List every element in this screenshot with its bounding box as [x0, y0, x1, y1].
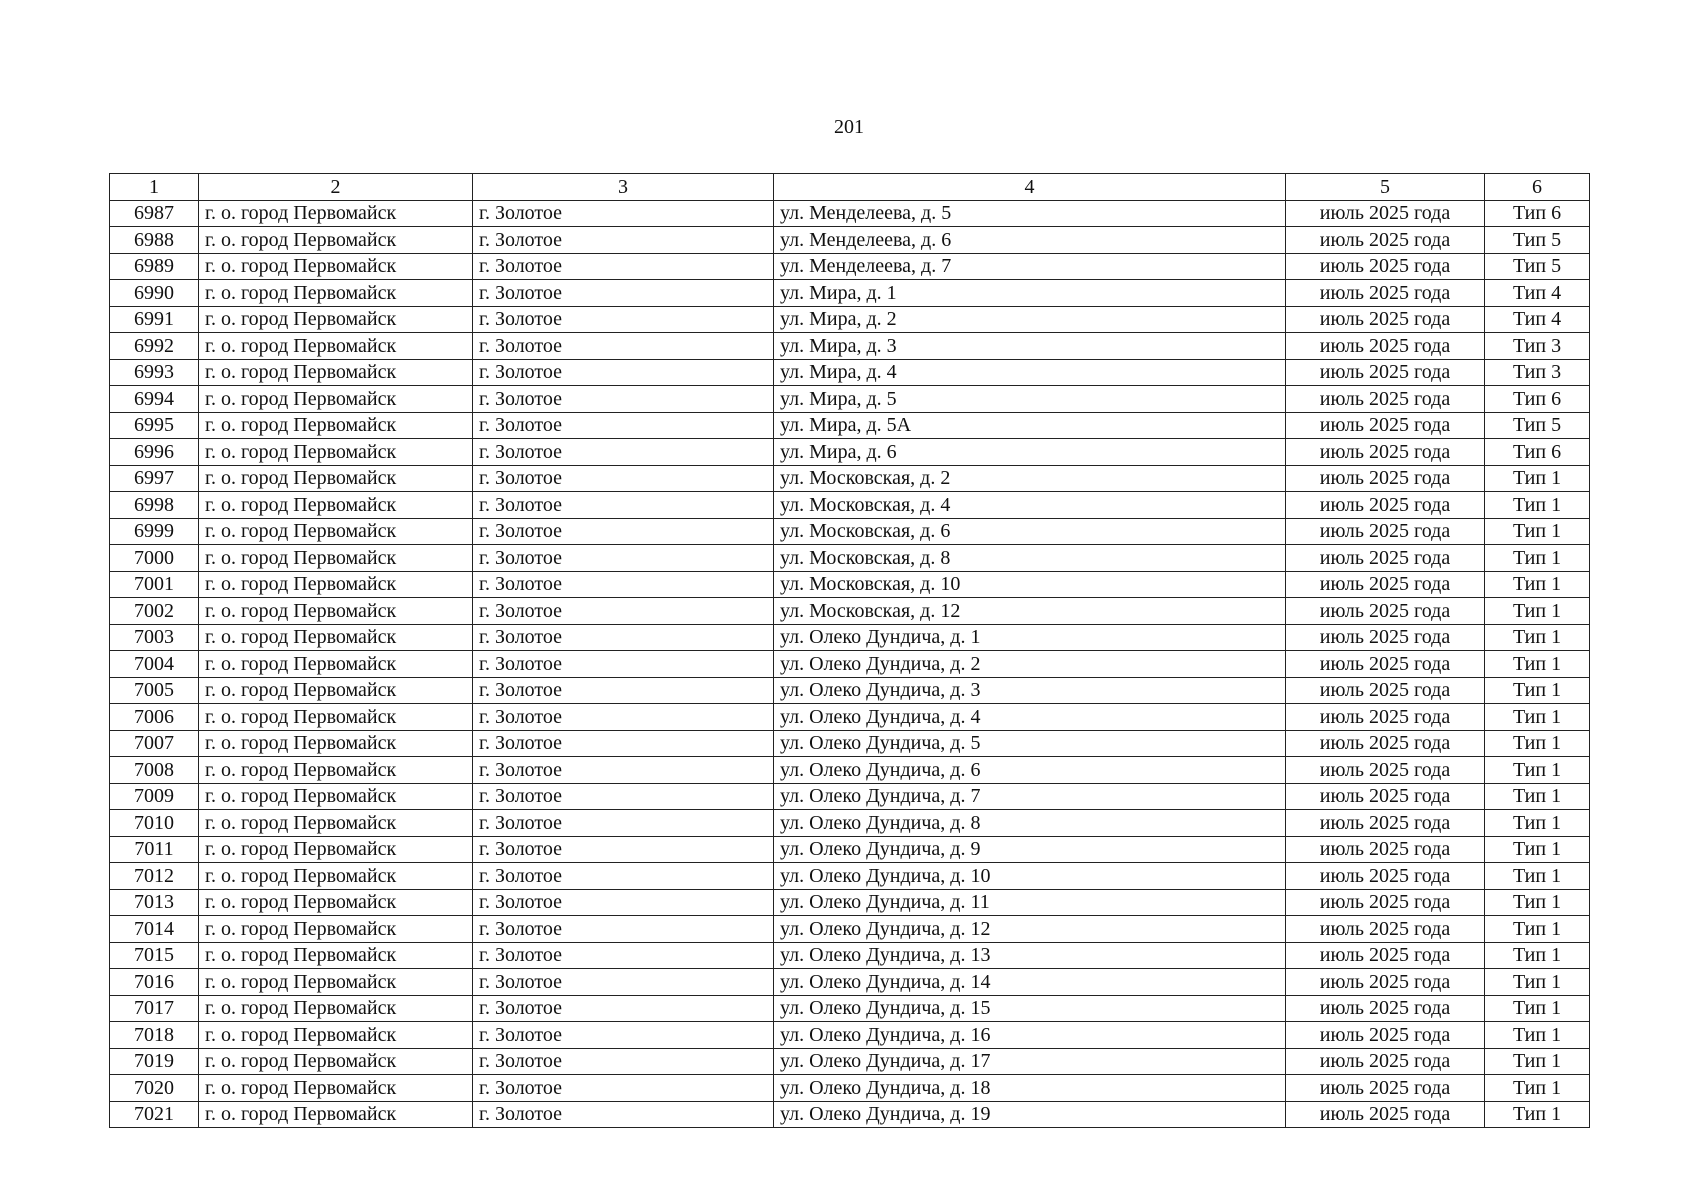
- address-cell: ул. Мира, д. 3: [774, 333, 1286, 360]
- district-cell: г. о. город Первомайск: [199, 651, 473, 678]
- type-cell: Тип 6: [1485, 200, 1590, 227]
- table-row: [110, 439, 1590, 466]
- locality-cell: г. Золотое: [473, 1022, 774, 1049]
- row-number-cell: 7017: [110, 995, 199, 1022]
- row-number-cell: 7012: [110, 863, 199, 890]
- period-cell: июль 2025 года: [1286, 624, 1485, 651]
- row-number-cell: 7010: [110, 810, 199, 837]
- period-cell: июль 2025 года: [1286, 598, 1485, 625]
- type-cell: Тип 1: [1485, 969, 1590, 996]
- type-cell: Тип 1: [1485, 757, 1590, 784]
- period-cell: июль 2025 года: [1286, 386, 1485, 413]
- district-cell: г. о. город Первомайск: [199, 677, 473, 704]
- address-cell: ул. Олеко Дундича, д. 9: [774, 836, 1286, 863]
- locality-cell: г. Золотое: [473, 253, 774, 280]
- type-cell: Тип 6: [1485, 439, 1590, 466]
- row-number-cell: 7020: [110, 1075, 199, 1102]
- table-row: [110, 545, 1590, 572]
- row-number-cell: 6987: [110, 200, 199, 227]
- row-number-cell: 7018: [110, 1022, 199, 1049]
- table-row: [110, 465, 1590, 492]
- type-cell: Тип 4: [1485, 306, 1590, 333]
- period-cell: июль 2025 года: [1286, 1101, 1485, 1128]
- locality-cell: г. Золотое: [473, 863, 774, 890]
- district-cell: г. о. город Первомайск: [199, 730, 473, 757]
- table-row: [110, 863, 1590, 890]
- row-number-cell: 7005: [110, 677, 199, 704]
- type-cell: Тип 1: [1485, 1075, 1590, 1102]
- locality-cell: г. Золотое: [473, 492, 774, 519]
- period-cell: июль 2025 года: [1286, 492, 1485, 519]
- address-cell: ул. Олеко Дундича, д. 15: [774, 995, 1286, 1022]
- locality-cell: г. Золотое: [473, 386, 774, 413]
- address-cell: ул. Олеко Дундича, д. 2: [774, 651, 1286, 678]
- row-number-cell: 7013: [110, 889, 199, 916]
- table-row: [110, 916, 1590, 943]
- locality-cell: г. Золотое: [473, 677, 774, 704]
- column-number-5: 5: [1286, 174, 1485, 201]
- address-cell: ул. Московская, д. 12: [774, 598, 1286, 625]
- table-row: [110, 280, 1590, 307]
- table-header: [110, 174, 1590, 201]
- table-row: [110, 836, 1590, 863]
- locality-cell: г. Золотое: [473, 465, 774, 492]
- address-cell: ул. Менделеева, д. 6: [774, 227, 1286, 254]
- row-number-cell: 6993: [110, 359, 199, 386]
- type-cell: Тип 6: [1485, 386, 1590, 413]
- locality-cell: г. Золотое: [473, 1075, 774, 1102]
- row-number-cell: 7014: [110, 916, 199, 943]
- locality-cell: г. Золотое: [473, 995, 774, 1022]
- district-cell: г. о. город Первомайск: [199, 836, 473, 863]
- district-cell: г. о. город Первомайск: [199, 783, 473, 810]
- district-cell: г. о. город Первомайск: [199, 439, 473, 466]
- row-number-cell: 7003: [110, 624, 199, 651]
- locality-cell: г. Золотое: [473, 969, 774, 996]
- address-cell: ул. Московская, д. 2: [774, 465, 1286, 492]
- locality-cell: г. Золотое: [473, 439, 774, 466]
- column-number-1: 1: [110, 174, 199, 201]
- address-cell: ул. Олеко Дундича, д. 19: [774, 1101, 1286, 1128]
- period-cell: июль 2025 года: [1286, 995, 1485, 1022]
- column-number-3: 3: [473, 174, 774, 201]
- period-cell: июль 2025 года: [1286, 333, 1485, 360]
- table-row: [110, 624, 1590, 651]
- type-cell: Тип 1: [1485, 863, 1590, 890]
- period-cell: июль 2025 года: [1286, 889, 1485, 916]
- period-cell: июль 2025 года: [1286, 359, 1485, 386]
- district-cell: г. о. город Первомайск: [199, 333, 473, 360]
- type-cell: Тип 1: [1485, 1048, 1590, 1075]
- address-cell: ул. Московская, д. 10: [774, 571, 1286, 598]
- address-cell: ул. Мира, д. 6: [774, 439, 1286, 466]
- district-cell: г. о. город Первомайск: [199, 757, 473, 784]
- period-cell: июль 2025 года: [1286, 704, 1485, 731]
- type-cell: Тип 1: [1485, 889, 1590, 916]
- type-cell: Тип 3: [1485, 333, 1590, 360]
- period-cell: июль 2025 года: [1286, 227, 1485, 254]
- period-cell: июль 2025 года: [1286, 810, 1485, 837]
- district-cell: г. о. город Первомайск: [199, 995, 473, 1022]
- row-number-cell: 7006: [110, 704, 199, 731]
- locality-cell: г. Золотое: [473, 730, 774, 757]
- address-cell: ул. Олеко Дундича, д. 3: [774, 677, 1286, 704]
- table-row: [110, 200, 1590, 227]
- table-row: [110, 571, 1590, 598]
- row-number-cell: 7008: [110, 757, 199, 784]
- district-cell: г. о. город Первомайск: [199, 704, 473, 731]
- district-cell: г. о. город Первомайск: [199, 412, 473, 439]
- district-cell: г. о. город Первомайск: [199, 1048, 473, 1075]
- table-row: [110, 942, 1590, 969]
- period-cell: июль 2025 года: [1286, 677, 1485, 704]
- period-cell: июль 2025 года: [1286, 200, 1485, 227]
- type-cell: Тип 1: [1485, 492, 1590, 519]
- locality-cell: г. Золотое: [473, 227, 774, 254]
- table-row: [110, 651, 1590, 678]
- row-number-cell: 7002: [110, 598, 199, 625]
- district-cell: г. о. город Первомайск: [199, 942, 473, 969]
- type-cell: Тип 1: [1485, 783, 1590, 810]
- district-cell: г. о. город Первомайск: [199, 810, 473, 837]
- table-row: [110, 757, 1590, 784]
- type-cell: Тип 1: [1485, 465, 1590, 492]
- district-cell: г. о. город Первомайск: [199, 571, 473, 598]
- district-cell: г. о. город Первомайск: [199, 492, 473, 519]
- district-cell: г. о. город Первомайск: [199, 1101, 473, 1128]
- table-row: [110, 783, 1590, 810]
- period-cell: июль 2025 года: [1286, 730, 1485, 757]
- period-cell: июль 2025 года: [1286, 757, 1485, 784]
- address-cell: ул. Олеко Дундича, д. 5: [774, 730, 1286, 757]
- district-cell: г. о. город Первомайск: [199, 863, 473, 890]
- column-number-2: 2: [199, 174, 473, 201]
- period-cell: июль 2025 года: [1286, 545, 1485, 572]
- type-cell: Тип 1: [1485, 1101, 1590, 1128]
- table-body: [110, 200, 1590, 1128]
- locality-cell: г. Золотое: [473, 1101, 774, 1128]
- type-cell: Тип 1: [1485, 810, 1590, 837]
- row-number-cell: 7009: [110, 783, 199, 810]
- column-number-4: 4: [774, 174, 1286, 201]
- table-row: [110, 227, 1590, 254]
- district-cell: г. о. город Первомайск: [199, 306, 473, 333]
- type-cell: Тип 1: [1485, 1022, 1590, 1049]
- column-number-6: 6: [1485, 174, 1590, 201]
- table-row: [110, 995, 1590, 1022]
- address-cell: ул. Менделеева, д. 7: [774, 253, 1286, 280]
- type-cell: Тип 4: [1485, 280, 1590, 307]
- period-cell: июль 2025 года: [1286, 651, 1485, 678]
- district-cell: г. о. город Первомайск: [199, 518, 473, 545]
- table-row: [110, 598, 1590, 625]
- address-cell: ул. Московская, д. 8: [774, 545, 1286, 572]
- table-row: [110, 386, 1590, 413]
- district-cell: г. о. город Первомайск: [199, 598, 473, 625]
- row-number-cell: 7019: [110, 1048, 199, 1075]
- period-cell: июль 2025 года: [1286, 969, 1485, 996]
- row-number-cell: 7004: [110, 651, 199, 678]
- row-number-cell: 7007: [110, 730, 199, 757]
- address-cell: ул. Олеко Дундича, д. 8: [774, 810, 1286, 837]
- district-cell: г. о. город Первомайск: [199, 1022, 473, 1049]
- address-cell: ул. Мира, д. 5: [774, 386, 1286, 413]
- district-cell: г. о. город Первомайск: [199, 200, 473, 227]
- locality-cell: г. Золотое: [473, 545, 774, 572]
- locality-cell: г. Золотое: [473, 333, 774, 360]
- address-cell: ул. Олеко Дундича, д. 17: [774, 1048, 1286, 1075]
- type-cell: Тип 1: [1485, 624, 1590, 651]
- locality-cell: г. Золотое: [473, 412, 774, 439]
- locality-cell: г. Золотое: [473, 783, 774, 810]
- period-cell: июль 2025 года: [1286, 836, 1485, 863]
- period-cell: июль 2025 года: [1286, 1075, 1485, 1102]
- table-row: [110, 492, 1590, 519]
- address-cell: ул. Мира, д. 4: [774, 359, 1286, 386]
- district-cell: г. о. город Первомайск: [199, 386, 473, 413]
- row-number-cell: 7001: [110, 571, 199, 598]
- period-cell: июль 2025 года: [1286, 1022, 1485, 1049]
- row-number-cell: 6997: [110, 465, 199, 492]
- period-cell: июль 2025 года: [1286, 439, 1485, 466]
- type-cell: Тип 1: [1485, 571, 1590, 598]
- table-row: [110, 704, 1590, 731]
- address-cell: ул. Олеко Дундича, д. 6: [774, 757, 1286, 784]
- period-cell: июль 2025 года: [1286, 465, 1485, 492]
- table-row: [110, 306, 1590, 333]
- row-number-cell: 6998: [110, 492, 199, 519]
- table-row: [110, 969, 1590, 996]
- table-row: [110, 810, 1590, 837]
- address-cell: ул. Олеко Дундича, д. 14: [774, 969, 1286, 996]
- type-cell: Тип 5: [1485, 253, 1590, 280]
- row-number-cell: 6989: [110, 253, 199, 280]
- period-cell: июль 2025 года: [1286, 518, 1485, 545]
- type-cell: Тип 5: [1485, 412, 1590, 439]
- address-cell: ул. Олеко Дундича, д. 13: [774, 942, 1286, 969]
- district-cell: г. о. город Первомайск: [199, 253, 473, 280]
- table-row: [110, 333, 1590, 360]
- row-number-cell: 7016: [110, 969, 199, 996]
- type-cell: Тип 1: [1485, 704, 1590, 731]
- table-row: [110, 1101, 1590, 1128]
- locality-cell: г. Золотое: [473, 836, 774, 863]
- row-number-cell: 6992: [110, 333, 199, 360]
- period-cell: июль 2025 года: [1286, 571, 1485, 598]
- table-row: [110, 1048, 1590, 1075]
- table-row: [110, 730, 1590, 757]
- type-cell: Тип 1: [1485, 916, 1590, 943]
- period-cell: июль 2025 года: [1286, 253, 1485, 280]
- locality-cell: г. Золотое: [473, 757, 774, 784]
- period-cell: июль 2025 года: [1286, 412, 1485, 439]
- district-cell: г. о. город Первомайск: [199, 889, 473, 916]
- period-cell: июль 2025 года: [1286, 1048, 1485, 1075]
- address-cell: ул. Московская, д. 4: [774, 492, 1286, 519]
- type-cell: Тип 1: [1485, 836, 1590, 863]
- page-number: 201: [834, 116, 864, 138]
- locality-cell: г. Золотое: [473, 651, 774, 678]
- row-number-cell: 6991: [110, 306, 199, 333]
- address-cell: ул. Олеко Дундича, д. 7: [774, 783, 1286, 810]
- type-cell: Тип 1: [1485, 598, 1590, 625]
- address-cell: ул. Мира, д. 5А: [774, 412, 1286, 439]
- locality-cell: г. Золотое: [473, 942, 774, 969]
- table-row: [110, 1075, 1590, 1102]
- locality-cell: г. Золотое: [473, 571, 774, 598]
- register-table: [109, 173, 1590, 1128]
- table-row: [110, 889, 1590, 916]
- type-cell: Тип 1: [1485, 545, 1590, 572]
- column-number-row: [110, 174, 1590, 201]
- district-cell: г. о. город Первомайск: [199, 1075, 473, 1102]
- table-row: [110, 412, 1590, 439]
- row-number-cell: 6999: [110, 518, 199, 545]
- row-number-cell: 6994: [110, 386, 199, 413]
- row-number-cell: 6995: [110, 412, 199, 439]
- table-row: [110, 253, 1590, 280]
- period-cell: июль 2025 года: [1286, 280, 1485, 307]
- district-cell: г. о. город Первомайск: [199, 227, 473, 254]
- type-cell: Тип 3: [1485, 359, 1590, 386]
- address-cell: ул. Олеко Дундича, д. 10: [774, 863, 1286, 890]
- address-cell: ул. Московская, д. 6: [774, 518, 1286, 545]
- address-cell: ул. Олеко Дундича, д. 16: [774, 1022, 1286, 1049]
- locality-cell: г. Золотое: [473, 810, 774, 837]
- type-cell: Тип 1: [1485, 730, 1590, 757]
- locality-cell: г. Золотое: [473, 1048, 774, 1075]
- period-cell: июль 2025 года: [1286, 306, 1485, 333]
- district-cell: г. о. город Первомайск: [199, 465, 473, 492]
- type-cell: Тип 1: [1485, 518, 1590, 545]
- district-cell: г. о. город Первомайск: [199, 280, 473, 307]
- period-cell: июль 2025 года: [1286, 783, 1485, 810]
- district-cell: г. о. город Первомайск: [199, 916, 473, 943]
- locality-cell: г. Золотое: [473, 916, 774, 943]
- district-cell: г. о. город Первомайск: [199, 624, 473, 651]
- district-cell: г. о. город Первомайск: [199, 969, 473, 996]
- table-row: [110, 677, 1590, 704]
- period-cell: июль 2025 года: [1286, 916, 1485, 943]
- table-row: [110, 1022, 1590, 1049]
- address-cell: ул. Мира, д. 1: [774, 280, 1286, 307]
- type-cell: Тип 1: [1485, 651, 1590, 678]
- address-cell: ул. Олеко Дундича, д. 12: [774, 916, 1286, 943]
- row-number-cell: 6988: [110, 227, 199, 254]
- address-cell: ул. Мира, д. 2: [774, 306, 1286, 333]
- address-cell: ул. Менделеева, д. 5: [774, 200, 1286, 227]
- address-cell: ул. Олеко Дундича, д. 4: [774, 704, 1286, 731]
- type-cell: Тип 1: [1485, 942, 1590, 969]
- address-cell: ул. Олеко Дундича, д. 11: [774, 889, 1286, 916]
- period-cell: июль 2025 года: [1286, 942, 1485, 969]
- locality-cell: г. Золотое: [473, 624, 774, 651]
- period-cell: июль 2025 года: [1286, 863, 1485, 890]
- locality-cell: г. Золотое: [473, 598, 774, 625]
- row-number-cell: 7011: [110, 836, 199, 863]
- locality-cell: г. Золотое: [473, 518, 774, 545]
- address-cell: ул. Олеко Дундича, д. 18: [774, 1075, 1286, 1102]
- row-number-cell: 6990: [110, 280, 199, 307]
- type-cell: Тип 1: [1485, 995, 1590, 1022]
- locality-cell: г. Золотое: [473, 704, 774, 731]
- row-number-cell: 6996: [110, 439, 199, 466]
- table-row: [110, 359, 1590, 386]
- type-cell: Тип 5: [1485, 227, 1590, 254]
- locality-cell: г. Золотое: [473, 200, 774, 227]
- locality-cell: г. Золотое: [473, 280, 774, 307]
- locality-cell: г. Золотое: [473, 306, 774, 333]
- district-cell: г. о. город Первомайск: [199, 359, 473, 386]
- table-row: [110, 518, 1590, 545]
- address-cell: ул. Олеко Дундича, д. 1: [774, 624, 1286, 651]
- type-cell: Тип 1: [1485, 677, 1590, 704]
- row-number-cell: 7015: [110, 942, 199, 969]
- row-number-cell: 7000: [110, 545, 199, 572]
- locality-cell: г. Золотое: [473, 359, 774, 386]
- locality-cell: г. Золотое: [473, 889, 774, 916]
- district-cell: г. о. город Первомайск: [199, 545, 473, 572]
- row-number-cell: 7021: [110, 1101, 199, 1128]
